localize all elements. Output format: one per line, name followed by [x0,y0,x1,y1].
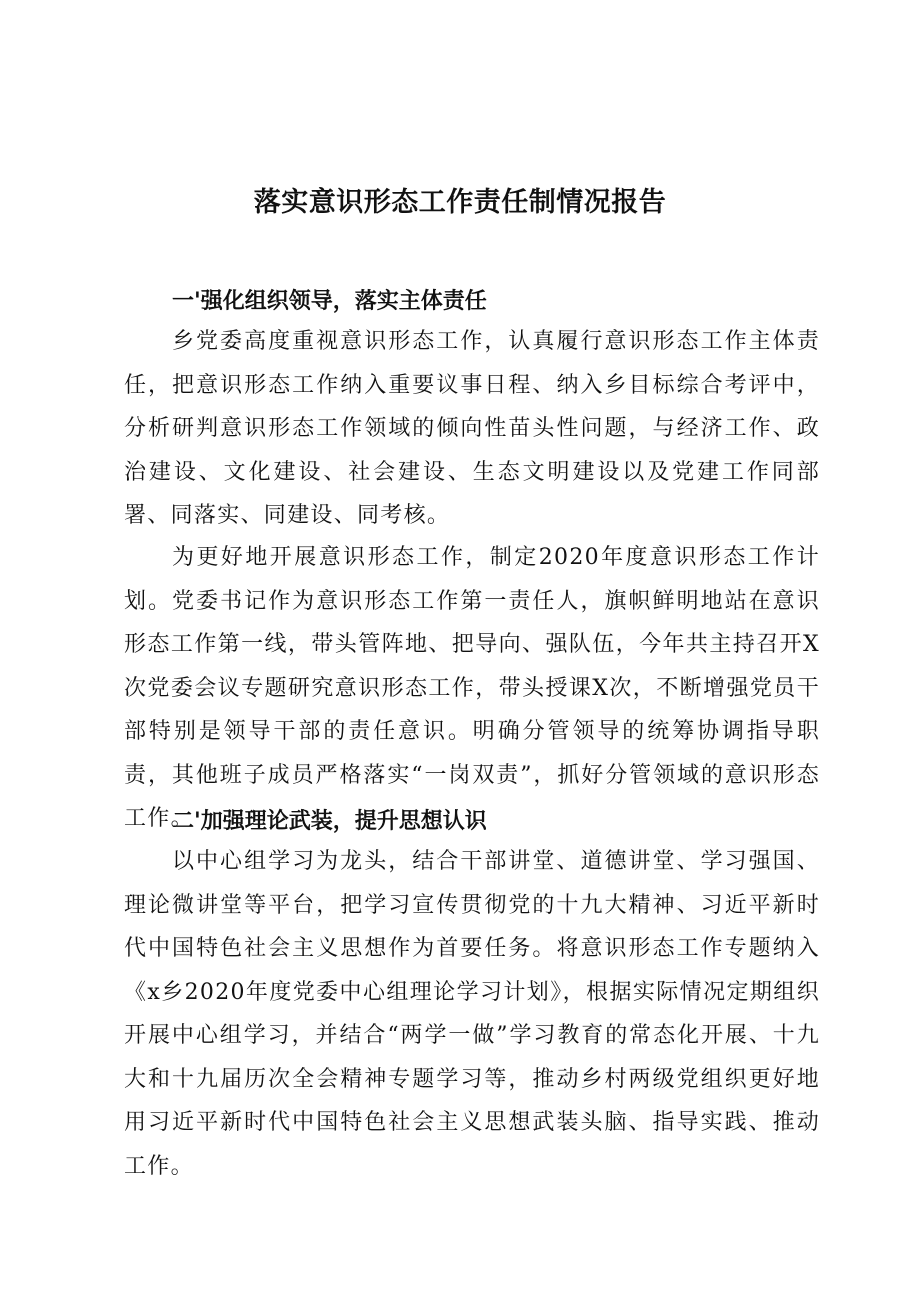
section-1-paragraph-1: 乡党委高度重视意识形态工作，认真履行意识形态工作主体责任，把意识形态工作纳入重要议事日程、纳入乡目标综合考评中，分析研判意识形态工作领域的倾向性苗头性问题，与经济工作、政治建设、文化建设、社会建设、生态文明建设以及党建工作同部署、同落实、同建设、同考核。 [124,329,820,528]
section-heading-1: 一'强化组织领导，落实主体责任 [172,289,487,314]
section-1-paragraph-2: 为更好地开展意识形态工作，制定2020年度意识形态工作计划。党委书记作为意识形态工作第一责任人，旗帜鲜明地站在意识形态工作第一线，带头管阵地、把导向、强队伍，今年共主持召开X次党委会议专题研究意识形态工作，带头授课X次，不断增强党员干部特别是领导干部的责任意识。明确分管领导的统筹协调指导职责，其他班子成员严格落实“一岗双责”，抓好分管领域的意识形态工作。 [124,545,820,831]
section-2-paragraph-1: 以中心组学习为龙头，结合干部讲堂、道德讲堂、学习强国、理论微讲堂等平台，把学习宣传贯彻党的十九大精神、习近平新时代中国特色社会主义思想作为首要任务。将意识形态工作专题纳入《x乡2020年度党委中心组理论学习计划》，根据实际情况定期组织开展中心组学习，并结合“两学一做”学习教育的常态化开展、十九大和十九届历次全会精神专题学习等，推动乡村两级党组织更好地用习近平新时代中国特色社会主义思想武装头脑、指导实践、推动工作。 [124,849,820,1179]
document-title: 落实意识形态工作责任制情况报告 [253,187,667,218]
section-heading-2: 二'加强理论武装，提升思想认识 [172,809,487,834]
